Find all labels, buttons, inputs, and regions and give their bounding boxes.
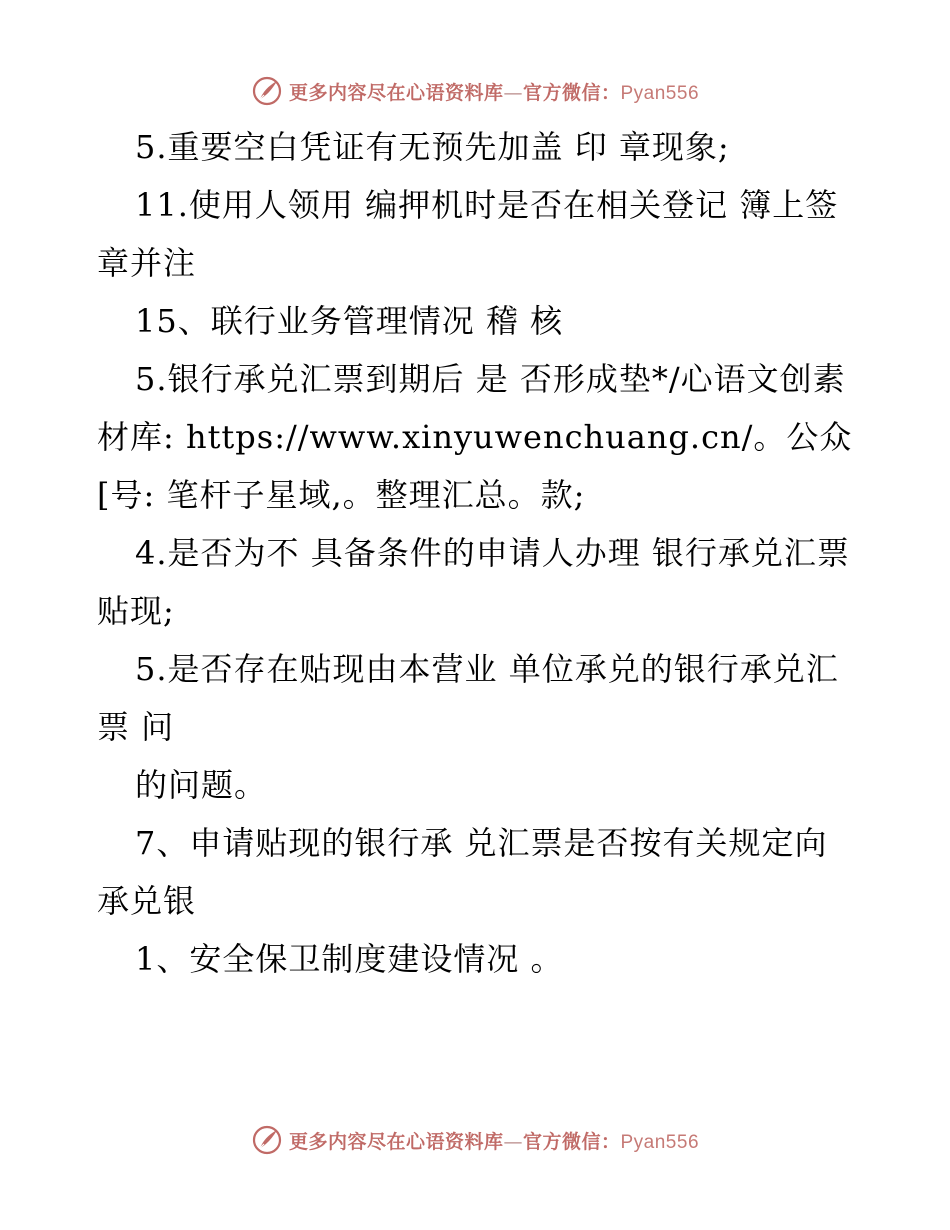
document-body xyxy=(97,118,857,988)
header-watermark xyxy=(0,71,950,111)
quill-pen-circle-icon xyxy=(251,75,283,107)
paragraph-1: 5.重要空白凭证有无预先加盖 印 章现象; xyxy=(135,128,730,166)
quill-pen-circle-icon xyxy=(251,1124,283,1156)
paragraph-4: 5.银行承兑汇票到期后 是 否形成垫*/心语文创素材库: https://www.xinyuwenchuang.cn/。公众[号: 笔杆子星域,。整理汇总。款; xyxy=(97,360,853,514)
paragraph-9: 1、安全保卫制度建设情况 。 xyxy=(135,940,564,978)
watermark-label: 更多内容尽在心语资料库—官方微信：Pyan556 xyxy=(288,1130,700,1153)
paragraph-2: 11.使用人领用 编押机时是否在相关登记 簿上签章并注 xyxy=(97,186,839,282)
paragraph-7: 的问题。 xyxy=(135,766,268,804)
watermark-label: 更多内容尽在心语资料库—官方微信：Pyan556 xyxy=(288,81,700,104)
footer-watermark xyxy=(0,1120,950,1160)
paragraph-5: 4.是否为不 具备条件的申请人办理 银行承兑汇票贴现; xyxy=(97,534,850,630)
paragraph-6: 5.是否存在贴现由本营业 单位承兑的银行承兑汇票 问 xyxy=(97,650,839,746)
paragraph-3: 15、联行业务管理情况 稽 核 xyxy=(135,302,564,340)
paragraph-8: 7、申请贴现的银行承 兑汇票是否按有关规定向承兑银 xyxy=(97,824,828,920)
